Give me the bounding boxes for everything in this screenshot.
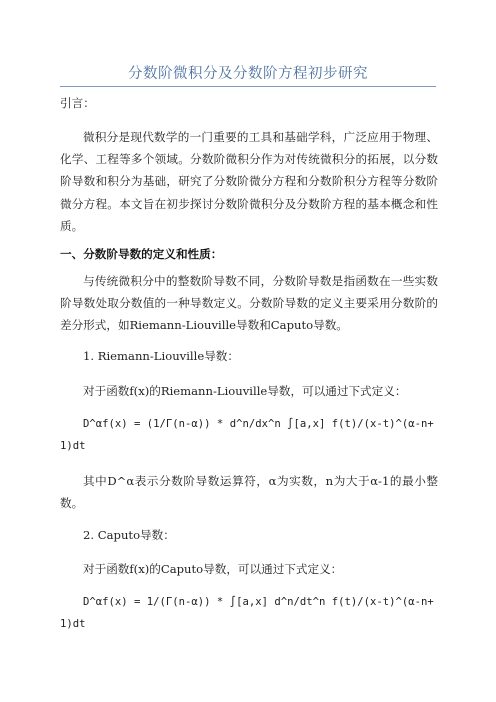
item1-title: 1. Riemann-Liouville导数： — [83, 349, 239, 363]
document-title: 分数阶微积分及分数阶方程初步研究 — [128, 66, 368, 82]
section1-paragraph: 与传统微积分中的整数阶导数不同，分数阶导数是指函数在一些实数阶导数处取分数值的一种导数定义。分数阶导数的定义主要采用分数阶的差分形式，如Riemann-Liouville导数和Caputo导数。 — [60, 274, 438, 333]
item1-note: 其中D^α表示分数阶导数运算符，α为实数，n为大于α-1的最小整数。 — [60, 474, 438, 511]
intro-label: 引言： — [60, 96, 95, 110]
title-underline — [60, 86, 436, 87]
item2-formula: D^αf(x) = 1/(Γ(n-α)) * ∫[a,x] d^n/dt^n f(t)/(x-t)^(α-n+1)dt — [60, 596, 434, 631]
item2-title: 2. Caputo导数： — [83, 528, 175, 542]
item1-formula: D^αf(x) = (1/Γ(n-α)) * d^n/dx^n ∫[a,x] f(t)/(x-t)^(α-n+1)dt — [60, 418, 434, 453]
item1-intro: 对于函数f(x)的Riemann-Liouville导数，可以通过下式定义： — [83, 384, 407, 398]
item2-intro: 对于函数f(x)的Caputo导数，可以通过下式定义： — [83, 562, 343, 576]
intro-paragraph: 微积分是现代数学的一门重要的工具和基础学科，广泛应用于物理、化学、工程等多个领域。分数阶微积分作为对传统微积分的拓展，以分数阶导数和积分为基础，研究了分数阶微分方程和分数阶积分方程等分数阶微分方程。本文旨在初步探讨分数阶微积分及分数阶方程的基本概念和性质。 — [60, 130, 438, 233]
section1-heading: 一、分数阶导数的定义和性质： — [60, 247, 223, 261]
